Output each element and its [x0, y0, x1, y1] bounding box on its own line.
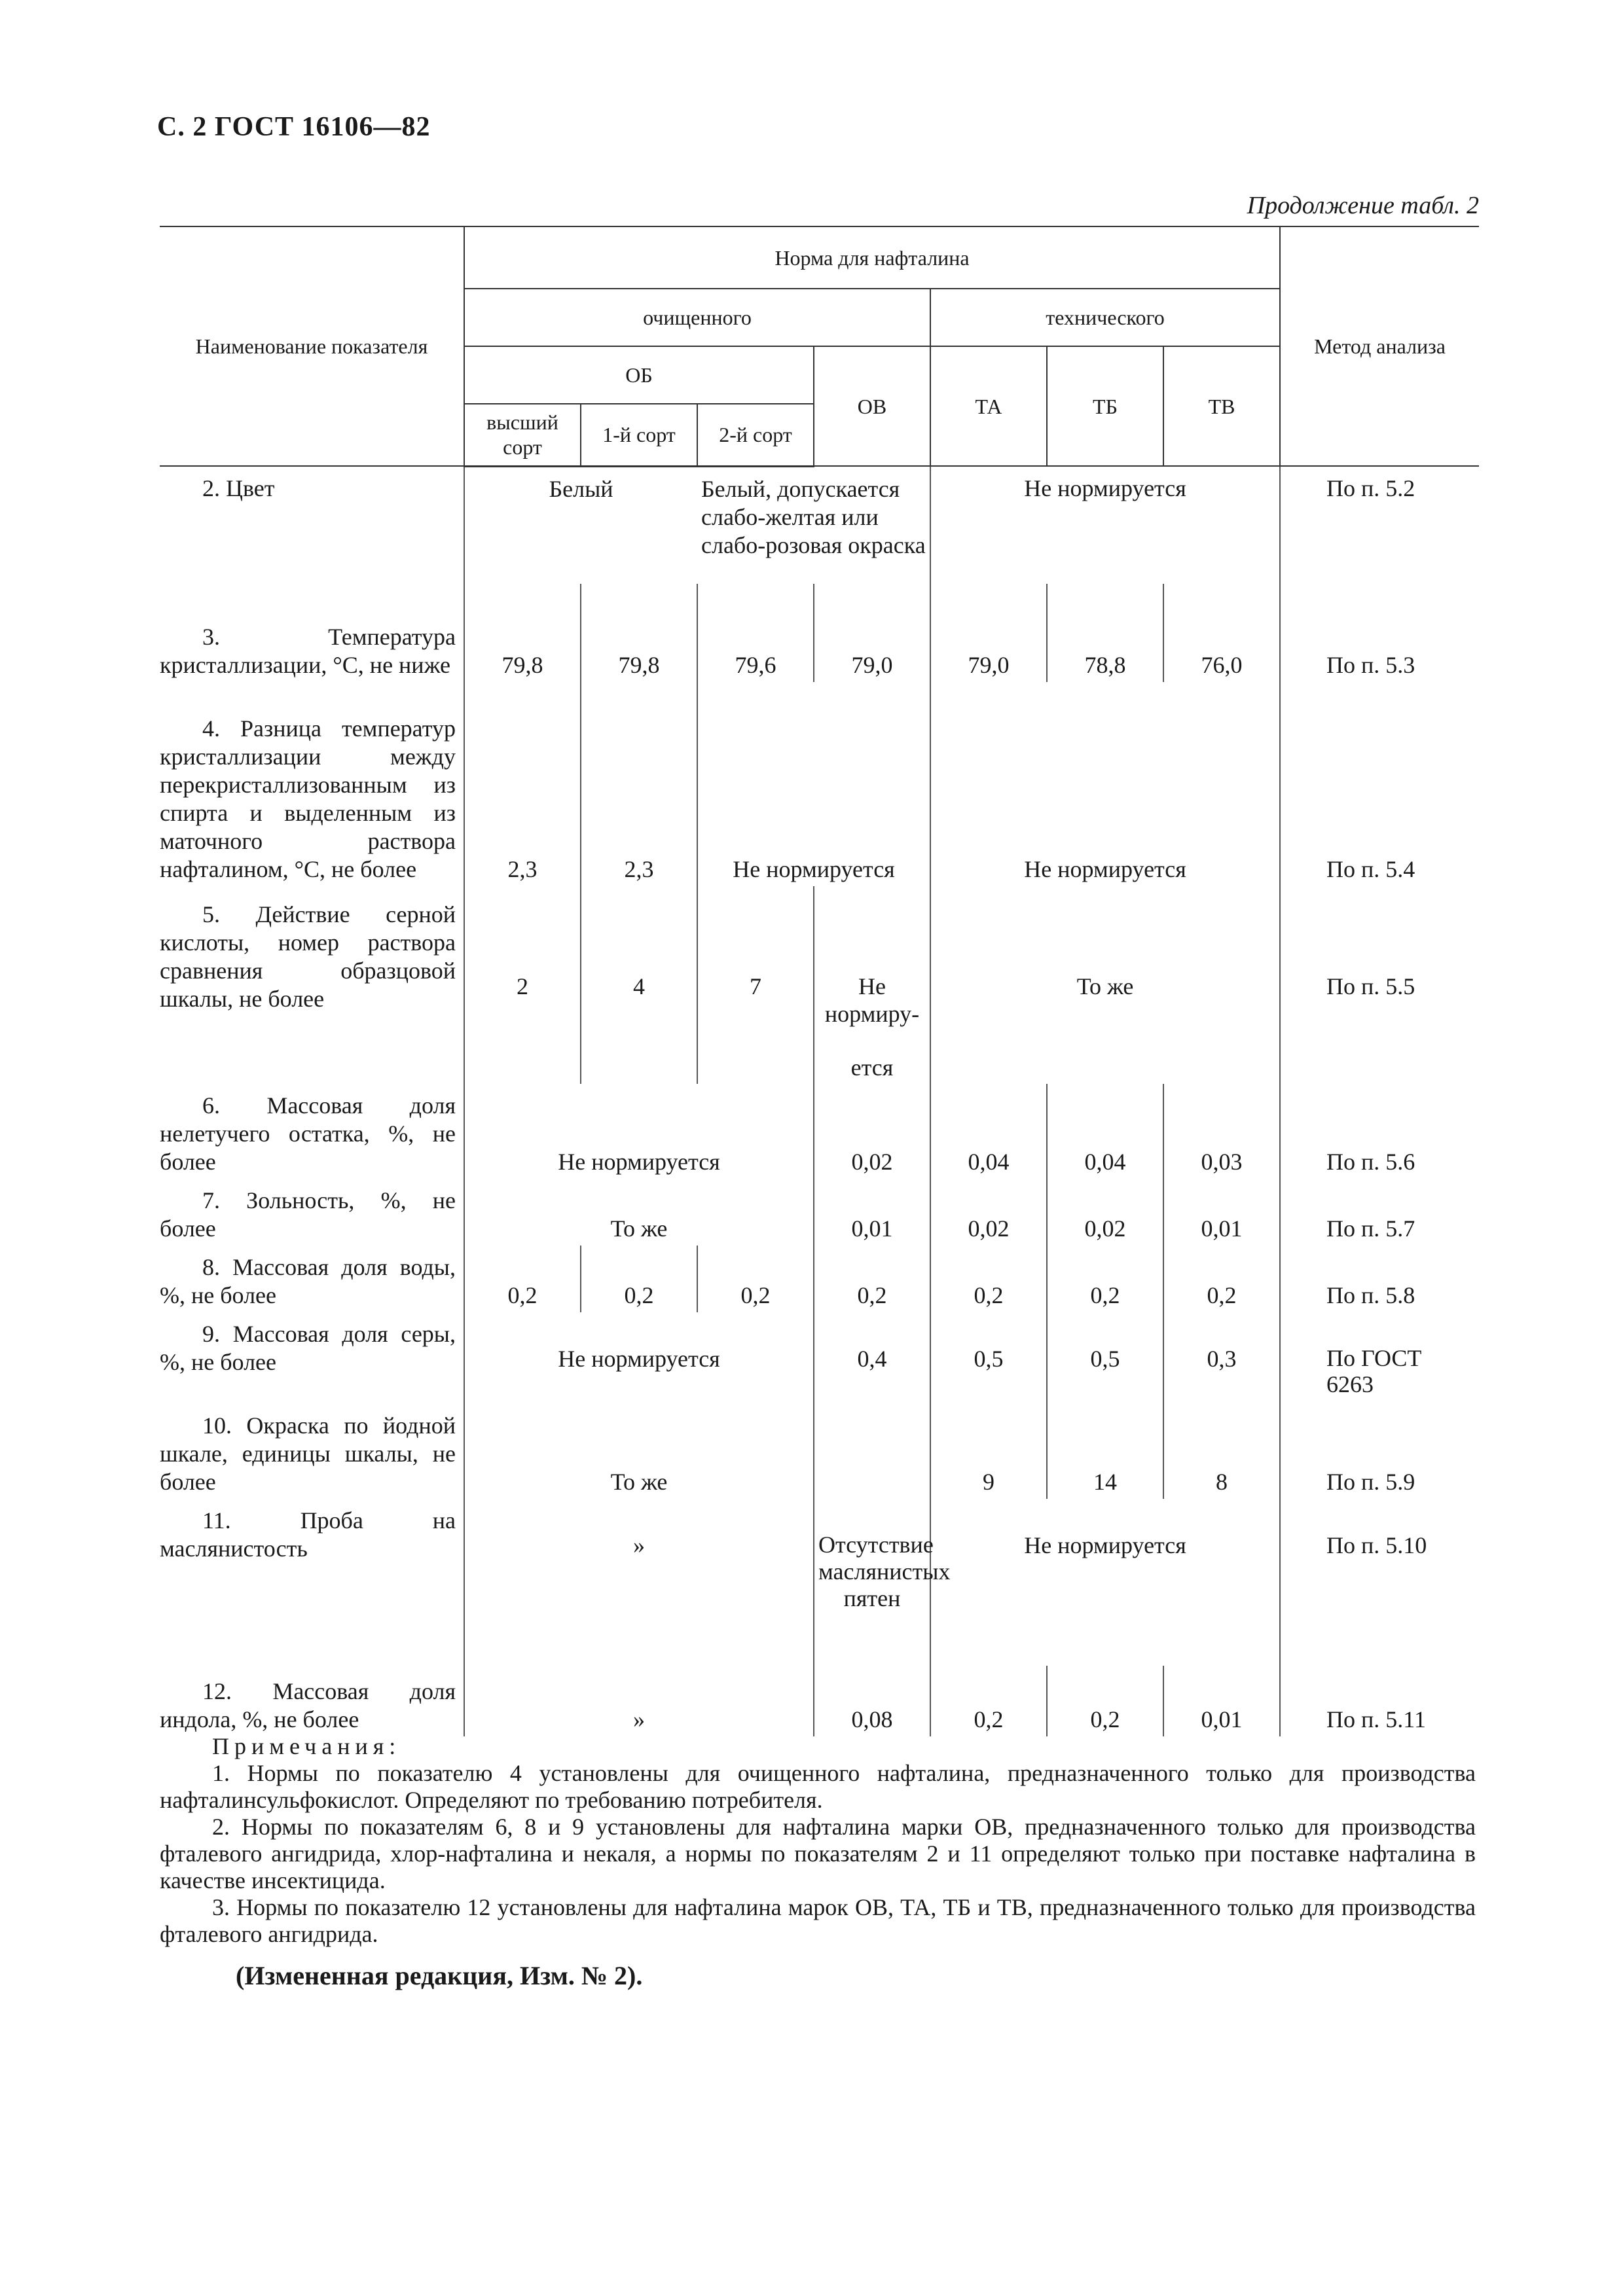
cell-value: 0,4	[814, 1312, 930, 1404]
header-tv: ТВ	[1163, 346, 1280, 466]
header-purified: очищенного	[464, 289, 930, 346]
cell-method: По п. 5.9	[1280, 1404, 1479, 1499]
cell-value: 79,0	[930, 584, 1047, 682]
table-row	[160, 1404, 1479, 1499]
cell-value: 0,04	[930, 1084, 1047, 1179]
header-first-grade: 1-й сорт	[581, 404, 697, 466]
cell-value: 79,6	[697, 584, 814, 682]
header-technical: технического	[930, 289, 1280, 346]
cell-value: 0,2	[1163, 1246, 1280, 1312]
cell-value: 0,2	[697, 1246, 814, 1312]
cell-method	[1280, 1312, 1479, 1404]
table-row	[160, 1179, 1479, 1246]
cell-value: 0,02	[1047, 1179, 1163, 1246]
cell-value: 4	[581, 886, 697, 1084]
cell-method: По п. 5.10	[1280, 1499, 1479, 1666]
header-ta: ТА	[930, 346, 1047, 466]
cell-value: 0,02	[814, 1084, 930, 1179]
cell-value: 7	[697, 886, 814, 1084]
row-name: 8. Массовая доля воды, %, не более	[160, 1254, 456, 1308]
note-item: 1. Нормы по показателю 4 установлены для очищенного нафталина, предназначенного только для производства нафталинсульфокислот. Определяют по требованию потребителя.	[160, 1760, 1476, 1813]
cell-value: 0,2	[1047, 1246, 1163, 1312]
row-name: 6. Массовая доля нелетучего остатка, %, не более	[160, 1092, 456, 1175]
cell-value: 2,3	[464, 682, 581, 886]
cell-tech-merged: Не нормируется	[930, 1499, 1280, 1666]
cell-value: 0,01	[1163, 1666, 1280, 1736]
cell-value: 0,2	[1047, 1666, 1163, 1736]
cell-value: 0,01	[1163, 1179, 1280, 1246]
cell-value: 14	[1047, 1404, 1163, 1499]
cell-value: 2,3	[581, 682, 697, 886]
cell-value	[814, 886, 930, 1084]
row-name: 7. Зольность, %, не более	[160, 1187, 456, 1242]
cell-method: По п. 5.11	[1280, 1666, 1479, 1736]
notes-section	[160, 1733, 1476, 1948]
cell-value: 8	[1163, 1404, 1280, 1499]
header-method: Метод анализа	[1280, 226, 1479, 466]
cell-value: 79,0	[814, 584, 930, 682]
cell-value: 0,02	[930, 1179, 1047, 1246]
page-header: С. 2 ГОСТ 16106—82	[157, 112, 431, 142]
cell-method: По п. 5.6	[1280, 1084, 1479, 1179]
header-tb: ТБ	[1047, 346, 1163, 466]
cell-value	[814, 1404, 930, 1499]
cell-ob-merged: Не нормируется	[464, 1084, 814, 1179]
cell-method: По п. 5.7	[1280, 1179, 1479, 1246]
cell-tech-merged: Не нормируется	[930, 682, 1280, 886]
row-name: 11. Проба на маслянистость	[160, 1507, 456, 1562]
cell-text-line: Не	[858, 973, 886, 999]
cell-text-line: ется	[850, 1054, 894, 1081]
row-name: 5. Действие серной кислоты, номер раствора сравнения образцовой шкалы, не более	[160, 901, 456, 1012]
cell-value: 0,3	[1163, 1312, 1280, 1404]
cell-value: 0,5	[930, 1312, 1047, 1404]
spec-table	[160, 226, 1479, 1736]
table-row	[160, 886, 1479, 1084]
header-ob: ОБ	[464, 346, 814, 404]
header-norm-group: Норма для нафталина	[464, 226, 1280, 289]
cell-ob-merged: »	[464, 1666, 814, 1736]
cell-value: 0,2	[930, 1666, 1047, 1736]
cell-text-line: нормиру-	[824, 1001, 920, 1027]
header-indicator: Наименование показателя	[160, 226, 464, 466]
cell-method: По п. 5.5	[1280, 886, 1479, 1084]
table-continuation-label: Продолжение табл. 2	[1247, 192, 1479, 219]
cell-value: 9	[930, 1404, 1047, 1499]
cell-value: 76,0	[1163, 584, 1280, 682]
cell-value: 79,8	[581, 584, 697, 682]
cell-value: 2	[464, 886, 581, 1084]
table-row	[160, 584, 1479, 682]
notes-title: Примечания:	[212, 1733, 401, 1759]
cell-value: 0,08	[814, 1666, 930, 1736]
row-name: 4. Разница температур кристаллизации между перекристаллизованным из спирта и выделенным из маточного раствора нафталином, °С, не более	[160, 715, 456, 882]
cell-value: 78,8	[1047, 584, 1163, 682]
header-ov: ОВ	[814, 346, 930, 466]
table-row	[160, 1312, 1479, 1404]
row-name: 10. Окраска по йодной шкале, единицы шкалы, не более	[160, 1412, 456, 1495]
cell-text-line: 6263	[1326, 1371, 1374, 1397]
cell-value: 0,03	[1163, 1084, 1280, 1179]
cell-ob-merged: То же	[464, 1404, 814, 1499]
row-name: 12. Массовая доля индола, %, не более	[160, 1678, 456, 1732]
table-body	[160, 466, 1479, 1736]
cell-value: Отсутствие маслянистых пятен	[814, 1499, 930, 1666]
cell-ob-merged: То же	[464, 1179, 814, 1246]
note-item: 2. Нормы по показателям 6, 8 и 9 установлены для нафталина марки ОВ, предназначенного только для производства фталевого ангидрида, хлор-нафталина и некаля, а нормы по показателям 2 и 11 определяют только при поставке нафталина в качестве инсектицида.	[160, 1814, 1476, 1893]
cell-value: 0,04	[1047, 1084, 1163, 1179]
table-row	[160, 1084, 1479, 1179]
cell-value: 0,2	[581, 1246, 697, 1312]
amendment-note: (Измененная редакция, Изм. № 2).	[236, 1961, 643, 1990]
cell-ob-merged: Белый	[464, 466, 697, 584]
cell-value: 79,8	[464, 584, 581, 682]
cell-tech-merged: То же	[930, 886, 1280, 1084]
row-name: 9. Массовая доля серы, %, не более	[160, 1321, 456, 1375]
cell-value: 0,2	[930, 1246, 1047, 1312]
row-name: 3. Температура кристаллизации, °С, не ниже	[160, 624, 456, 678]
cell-method: По п. 5.2	[1280, 466, 1479, 584]
cell-value: 0,5	[1047, 1312, 1163, 1404]
cell-ob-merged: Не нормируется	[464, 1312, 814, 1404]
cell-value: 0,2	[814, 1246, 930, 1312]
cell-text-line: По ГОСТ	[1326, 1345, 1422, 1371]
cell-method: По п. 5.8	[1280, 1246, 1479, 1312]
cell-method: По п. 5.4	[1280, 682, 1479, 886]
cell-value: 0,01	[814, 1179, 930, 1246]
header-highest-grade: высший сорт	[464, 404, 581, 466]
table-header	[160, 226, 1479, 466]
cell-ob2-ov-merged: Белый, допускается слабо-желтая или слабо-розовая окраска	[701, 475, 926, 558]
table-row	[160, 682, 1479, 886]
spec-table-container	[160, 226, 1479, 1736]
header-second-grade: 2-й сорт	[697, 404, 814, 466]
table-row	[160, 466, 1479, 584]
table-row	[160, 1666, 1479, 1736]
note-item: 3. Нормы по показателю 12 установлены для нафталина марок ОВ, ТА, ТБ и ТВ, предназначенного только для производства фталевого ангидрида.	[160, 1894, 1476, 1947]
table-row	[160, 1246, 1479, 1312]
cell-method: По п. 5.3	[1280, 584, 1479, 682]
cell-ob-merged: »	[464, 1499, 814, 1666]
cell-value: 0,2	[464, 1246, 581, 1312]
cell-tech-merged: Не нормируется	[930, 466, 1280, 584]
row-name: 2. Цвет	[202, 475, 275, 501]
cell-ob2-ov-merged: Не нормируется	[697, 682, 930, 886]
table-row	[160, 1499, 1479, 1666]
